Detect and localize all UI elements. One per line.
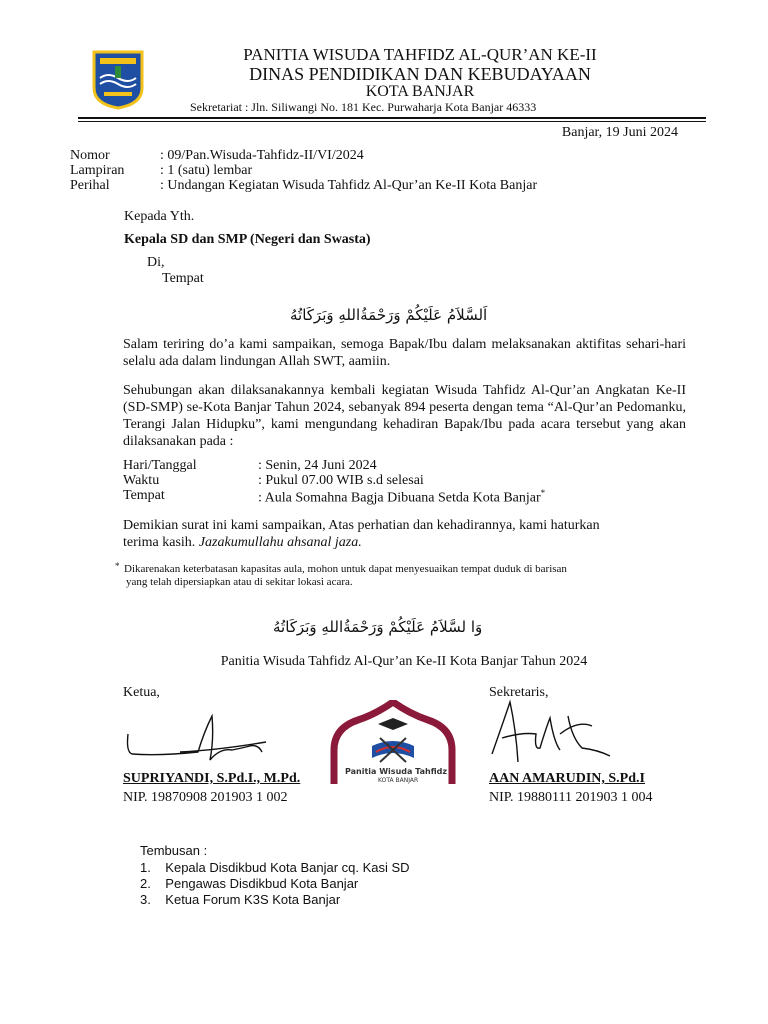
closing-line-1: Demikian surat ini kami sampaikan, Atas perhatian dan kehadirannya, kami haturkan [123,518,600,533]
secretary-signature [488,698,613,770]
cc-item: 1. Kepala Disdikbud Kota Banjar cq. Kasi SD [140,860,410,875]
secretary-nip: NIP. 19880111 201903 1 004 [489,790,653,805]
cc-item-text: Kepala Disdikbud Kota Banjar cq. Kasi SD [165,860,410,875]
header-agency: DINAS PENDIDIKAN DAN KEBUDAYAAN [249,64,591,84]
meta-number-value: : 09/Pan.Wisuda-Tahfidz-II/VI/2024 [160,148,364,163]
committee-line: Panitia Wisuda Tahfidz Al-Qur’an Ke-II Kota Banjar Tahun 2024 [220,654,588,669]
header-divider-thick [78,117,706,119]
header-committee: PANITIA WISUDA TAHFIDZ AL-QUR’AN KE-II [243,45,597,64]
secretary-role: Sekretaris, [489,685,549,700]
event-date-value: : Senin, 24 Juni 2024 [258,458,377,473]
cc-item: 2. Pengawas Disdikbud Kota Banjar [140,876,359,891]
recipient-di: Di, [147,255,165,270]
cc-title: Tembusan : [140,843,208,858]
opening-paragraph: Salam teriring do’a kami sampaikan, semoga Bapak/Ibu dalam melaksanakan aktifitas sehari-hari selalu ada dalam lindungan Allah SWT, aamiin. [123,337,686,369]
event-place-asterisk: * [540,488,546,498]
emblem-city: KOTA BANJAR [378,777,419,784]
meta-number-label: Nomor [70,148,110,163]
footnote-asterisk: * [115,561,120,571]
header-address: Sekretariat : Jln. Siliwangi No. 181 Kec. Purwaharja Kota Banjar 46333 [190,100,537,114]
recipient-place: Tempat [162,271,204,286]
cc-item-text: Ketua Forum K3S Kota Banjar [165,892,341,907]
header-city: KOTA BANJAR [365,83,475,100]
arabic-closing: وَا لسَّلاَمُ عَلَيْكُمْ وَرَحْمَةُاللهِ وَبَرَكَاتُهُ [273,618,483,636]
closing-thanks: terima kasih. [123,535,199,550]
chair-role: Ketua, [123,685,160,700]
event-place-text: : Aula Somahna Bagja Dibuana Setda Kota Banjar [258,490,541,506]
arabic-greeting: اَلسَّلاَمُ عَلَيْكُمْ وَرَحْمَةُاللهِ وَبَرَكَاتُهُ [290,306,488,324]
meta-attachment-value: : 1 (satu) lembar [160,163,253,178]
event-place-value [258,488,545,507]
event-place-label: Tempat [123,488,165,503]
chair-nip: NIP. 19870908 201903 1 002 [123,790,288,805]
emblem-title: Panitia Wisuda Tahfidz [345,767,447,776]
footnote-line-1: Dikarenakan keterbatasan kapasitas aula, mohon untuk dapat menyesuaikan tempat duduk di barisan [124,563,567,575]
invitation-paragraph: Sehubungan akan dilaksanakannya kembali kegiatan Wisuda Tahfidz Al-Qur’an Angkatan Ke-II (SD-SMP) se-Kota Banjar Tahun 2024, sebanyak 894 peserta dengan tema “Al-Qur’an Pedomanku, Terangi Jalan Hidupku”, kami mengundang kehadiran Bapak/Ibu pada acara tersebut yang akan dilaksanakan pada : [123,383,686,449]
letter-date: Banjar, 19 Juni 2024 [561,125,678,140]
header-divider-thin [78,121,706,122]
cc-item-text: Pengawas Disdikbud Kota Banjar [165,876,359,891]
cc-item: 3. Ketua Forum K3S Kota Banjar [140,892,341,907]
event-date-label: Hari/Tanggal [123,458,197,473]
recipient-name: Kepala SD dan SMP (Negeri dan Swasta) [124,232,371,247]
closing-line-2 [123,535,362,551]
meta-subject-value: : Undangan Kegiatan Wisuda Tahfidz Al-Qur’an Ke-II Kota Banjar [160,178,538,193]
chair-name: SUPRIYANDI, S.Pd.I., M.Pd. [123,771,301,786]
meta-subject-label: Perihal [70,178,110,193]
meta-attachment-label: Lampiran [70,163,125,178]
recipient-intro: Kepada Yth. [124,209,195,224]
chair-signature [120,712,270,772]
footnote-line-2: yang telah dipersiapkan atau di sekitar lokasi acara. [126,576,353,588]
secretary-name: AAN AMARUDIN, S.Pd.I [489,771,645,786]
event-time-label: Waktu [123,473,160,488]
event-time-value: : Pukul 07.00 WIB s.d selesai [258,473,424,488]
closing-prayer: Jazakumullahu ahsanal jaza. [198,535,362,550]
